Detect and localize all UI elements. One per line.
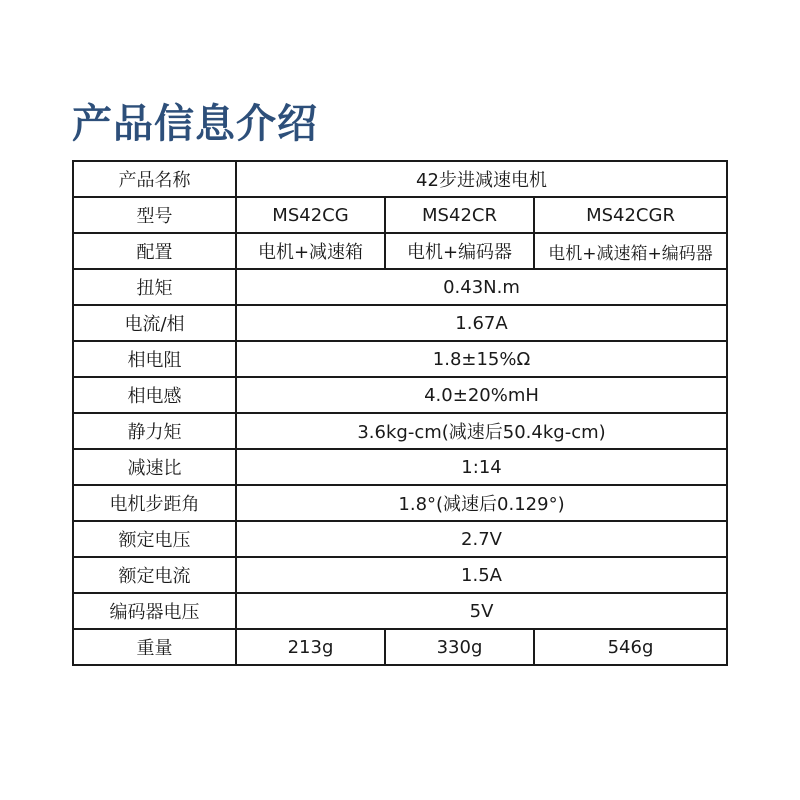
row-label-encoder-voltage: 编码器电压 <box>73 593 236 629</box>
cell-config-1: 电机+减速箱 <box>236 233 385 269</box>
cell-torque: 0.43N.m <box>236 269 727 305</box>
row-label-config: 配置 <box>73 233 236 269</box>
cell-config-2: 电机+编码器 <box>385 233 534 269</box>
cell-model-2: MS42CR <box>385 197 534 233</box>
cell-config-3: 电机+减速箱+编码器 <box>534 233 727 269</box>
cell-product-name: 42步进减速电机 <box>236 161 727 197</box>
row-label-rated-voltage: 额定电压 <box>73 521 236 557</box>
table-row <box>73 485 727 521</box>
cell-weight-2: 330g <box>385 629 534 665</box>
row-label-current-per-phase: 电流/相 <box>73 305 236 341</box>
cell-model-1: MS42CG <box>236 197 385 233</box>
table-row <box>73 629 727 665</box>
cell-reduction-ratio: 1:14 <box>236 449 727 485</box>
row-label-torque: 扭矩 <box>73 269 236 305</box>
product-spec-table <box>72 160 728 666</box>
table-row <box>73 233 727 269</box>
table-row <box>73 161 727 197</box>
row-label-step-angle: 电机步距角 <box>73 485 236 521</box>
row-label-phase-inductance: 相电感 <box>73 377 236 413</box>
cell-phase-resistance: 1.8±15%Ω <box>236 341 727 377</box>
table-row <box>73 305 727 341</box>
row-label-phase-resistance: 相电阻 <box>73 341 236 377</box>
row-label-rated-current: 额定电流 <box>73 557 236 593</box>
cell-encoder-voltage: 5V <box>236 593 727 629</box>
row-label-static-torque: 静力矩 <box>73 413 236 449</box>
cell-weight-3: 546g <box>534 629 727 665</box>
table-row <box>73 341 727 377</box>
row-label-reduction-ratio: 减速比 <box>73 449 236 485</box>
cell-phase-inductance: 4.0±20%mH <box>236 377 727 413</box>
cell-static-torque: 3.6kg-cm(减速后50.4kg-cm) <box>236 413 727 449</box>
table-row <box>73 413 727 449</box>
table-row <box>73 557 727 593</box>
table-row <box>73 521 727 557</box>
page-title: 产品信息介绍 <box>72 101 318 147</box>
table-row <box>73 197 727 233</box>
cell-step-angle: 1.8°(减速后0.129°) <box>236 485 727 521</box>
table-row <box>73 269 727 305</box>
table-row <box>73 377 727 413</box>
row-label-weight: 重量 <box>73 629 236 665</box>
cell-weight-1: 213g <box>236 629 385 665</box>
row-label-model: 型号 <box>73 197 236 233</box>
cell-model-3: MS42CGR <box>534 197 727 233</box>
cell-rated-voltage: 2.7V <box>236 521 727 557</box>
table-row <box>73 593 727 629</box>
table-row <box>73 449 727 485</box>
cell-current-per-phase: 1.67A <box>236 305 727 341</box>
cell-rated-current: 1.5A <box>236 557 727 593</box>
row-label-product-name: 产品名称 <box>73 161 236 197</box>
